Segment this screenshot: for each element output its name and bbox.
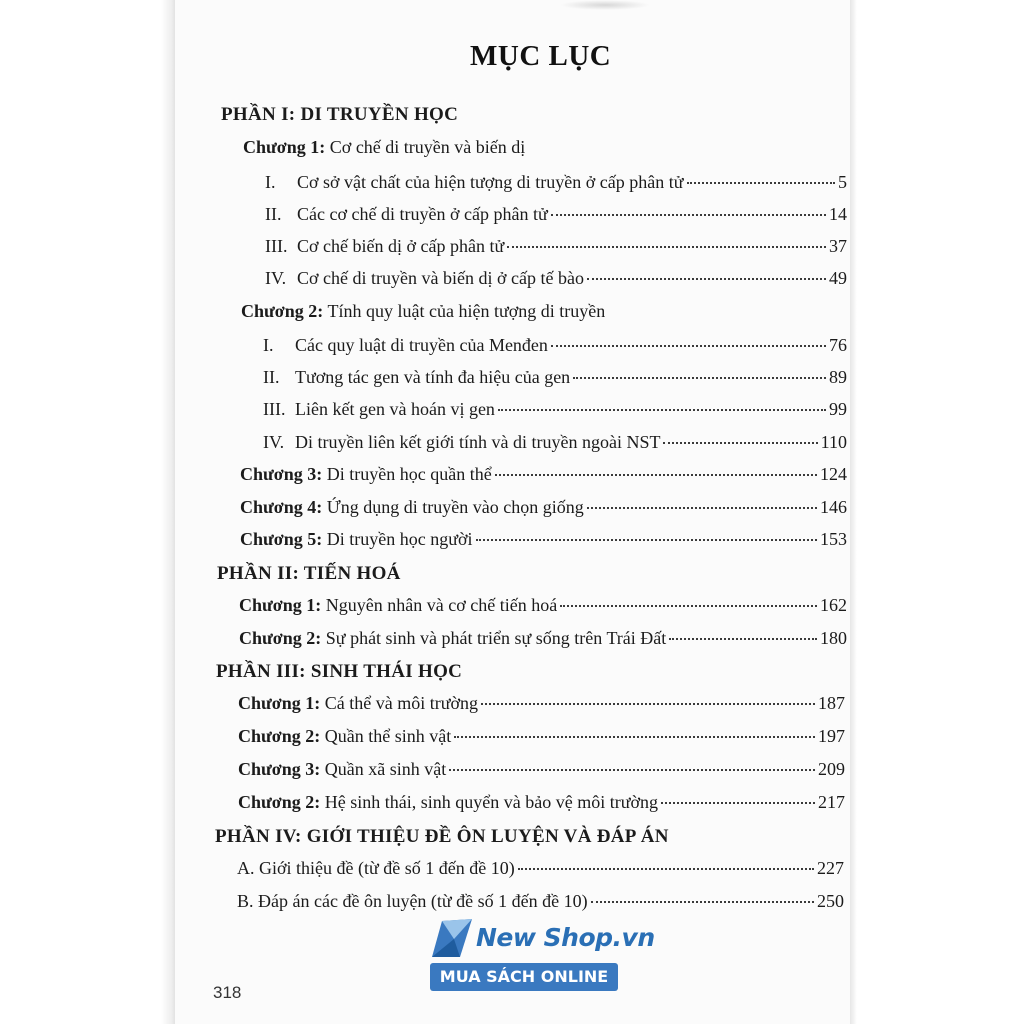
entry-number: II. (263, 367, 280, 387)
entry-page: 250 (817, 891, 844, 911)
entry-number: III. (265, 236, 288, 256)
toc-entry[interactable] (238, 726, 845, 752)
entry-title: Các quy luật di truyền của Menđen (295, 335, 548, 355)
entry-page: 110 (820, 432, 847, 452)
entry-title: Các cơ chế di truyền ở cấp phân tử (297, 204, 548, 224)
entry-title: Cơ chế di truyền và biến dị ở cấp tế bào (297, 268, 584, 288)
entry-page: 37 (829, 236, 847, 256)
toc-entry[interactable] (240, 529, 847, 555)
entry-page: 89 (829, 367, 847, 387)
entry-title: B. Đáp án các đề ôn luyện (từ đề số 1 đến đề 10) (237, 891, 588, 911)
dot-leader (518, 868, 814, 870)
entry-page: 187 (818, 693, 845, 713)
entry-title: A. Giới thiệu đề (từ đề số 1 đến đề 10) (237, 858, 515, 878)
entry-title: Nguyên nhân và cơ chế tiến hoá (325, 595, 558, 615)
dot-leader (687, 182, 836, 184)
brand-name: New Shop.vn (476, 923, 655, 952)
entry-number: I. (265, 172, 276, 192)
chapter-label: Chương 2: (238, 792, 321, 812)
entry-title: Hệ sinh thái, sinh quyển và bảo vệ môi trường (324, 792, 659, 812)
entry-title: Di truyền liên kết giới tính và di truyền ngoài NST (295, 432, 661, 452)
part-3-heading: PHẦN III: SINH THÁI HỌC (216, 661, 463, 682)
newshop-watermark (428, 915, 655, 995)
toc-entry[interactable] (238, 693, 845, 719)
entry-page: 99 (829, 399, 847, 419)
entry-title: Cá thể và môi trường (324, 693, 479, 713)
toc-entry[interactable] (238, 792, 845, 818)
entry-page: 162 (820, 595, 847, 615)
dot-leader (476, 539, 817, 541)
toc-entry[interactable] (265, 204, 847, 230)
toc-entry[interactable] (263, 335, 847, 361)
entry-title: Sự phát sinh và phát triển sự sống trên Trái Đất (325, 628, 667, 648)
part-4-heading: PHẦN IV: GIỚI THIỆU ĐỀ ÔN LUYỆN VÀ ĐÁP ÁN (215, 826, 669, 847)
dot-leader (449, 769, 815, 771)
part-2-heading: PHẦN II: TIẾN HOÁ (217, 563, 401, 584)
chapter-label: Chương 1: (243, 137, 326, 157)
part-1-heading: PHẦN I: DI TRUYỀN HỌC (221, 104, 459, 125)
entry-number: IV. (263, 432, 285, 452)
entry-number: II. (265, 204, 282, 224)
chapter-label: Chương 3: (238, 759, 321, 779)
chapter-label: Chương 2: (239, 628, 322, 648)
page-margin-left (0, 0, 175, 1024)
entry-title: Liên kết gen và hoán vị gen (295, 399, 495, 419)
chapter-label: Chương 5: (240, 529, 323, 549)
dot-leader (551, 214, 826, 216)
part-1-chapter-1-heading (243, 137, 525, 158)
chapter-title: Tính quy luật của hiện tượng di truyền (327, 301, 606, 321)
entry-title: Di truyền học người (326, 529, 473, 549)
part-1-chapter-2-heading (241, 301, 605, 322)
dot-leader (495, 474, 817, 476)
dot-leader (573, 377, 826, 379)
chapter-label: Chương 2: (241, 301, 324, 321)
toc-entry[interactable] (240, 497, 847, 523)
toc-entry[interactable] (239, 628, 847, 654)
entry-page: 153 (820, 529, 847, 549)
dot-leader (669, 638, 817, 640)
page-number: 318 (213, 983, 242, 1002)
toc-entry[interactable] (263, 367, 847, 393)
entry-page: 146 (820, 497, 847, 517)
chapter-label: Chương 1: (238, 693, 321, 713)
entry-title: Quần thể sinh vật (324, 726, 452, 746)
chapter-label: Chương 4: (240, 497, 323, 517)
entry-title: Tương tác gen và tính đa hiệu của gen (295, 367, 571, 387)
toc-entry[interactable] (265, 268, 847, 294)
dot-leader (661, 802, 815, 804)
entry-number: I. (263, 335, 274, 355)
dot-leader (481, 703, 815, 705)
dot-leader (498, 409, 826, 411)
dot-leader (507, 246, 826, 248)
entry-title: Cơ chế biến dị ở cấp phân tử (297, 236, 505, 256)
dot-leader (560, 605, 817, 607)
toc-title: MỤC LỤC (470, 40, 612, 72)
chapter-label: Chương 3: (240, 464, 323, 484)
entry-number: IV. (265, 268, 287, 288)
toc-entry[interactable] (265, 172, 847, 198)
dot-leader (587, 278, 826, 280)
entry-page: 209 (818, 759, 845, 779)
entry-title: Quần xã sinh vật (324, 759, 447, 779)
toc-entry[interactable] (240, 464, 847, 490)
entry-page: 180 (820, 628, 847, 648)
dot-leader (454, 736, 815, 738)
toc-entry[interactable] (263, 399, 847, 425)
entry-page: 217 (818, 792, 845, 812)
dot-leader (591, 901, 814, 903)
entry-title: Di truyền học quần thể (326, 464, 492, 484)
entry-page: 227 (817, 858, 844, 878)
entry-page: 124 (820, 464, 847, 484)
chapter-label: Chương 1: (239, 595, 322, 615)
chapter-title: Cơ chế di truyền và biến dị (329, 137, 526, 157)
entry-number: III. (263, 399, 286, 419)
toc-entry[interactable] (237, 891, 844, 917)
toc-entry[interactable] (263, 432, 847, 458)
entry-page: 14 (829, 204, 847, 224)
toc-entry[interactable] (239, 595, 847, 621)
entry-page: 197 (818, 726, 845, 746)
entry-page: 5 (838, 172, 847, 192)
toc-entry[interactable] (265, 236, 847, 262)
scan-smudge (560, 0, 650, 10)
entry-page: 49 (829, 268, 847, 288)
chapter-label: Chương 2: (238, 726, 321, 746)
entry-title: Ứng dụng di truyền vào chọn giống (326, 497, 584, 517)
entry-title: Cơ sở vật chất của hiện tượng di truyền ở cấp phân tử (297, 172, 684, 192)
newshop-logo-icon (430, 917, 474, 959)
page-margin-right (850, 0, 1024, 1024)
brand-tagline: MUA SÁCH ONLINE (430, 963, 618, 991)
dot-leader (663, 442, 817, 444)
dot-leader (551, 345, 826, 347)
entry-page: 76 (829, 335, 847, 355)
dot-leader (587, 507, 817, 509)
toc-entry[interactable] (237, 858, 844, 884)
toc-entry[interactable] (238, 759, 845, 785)
